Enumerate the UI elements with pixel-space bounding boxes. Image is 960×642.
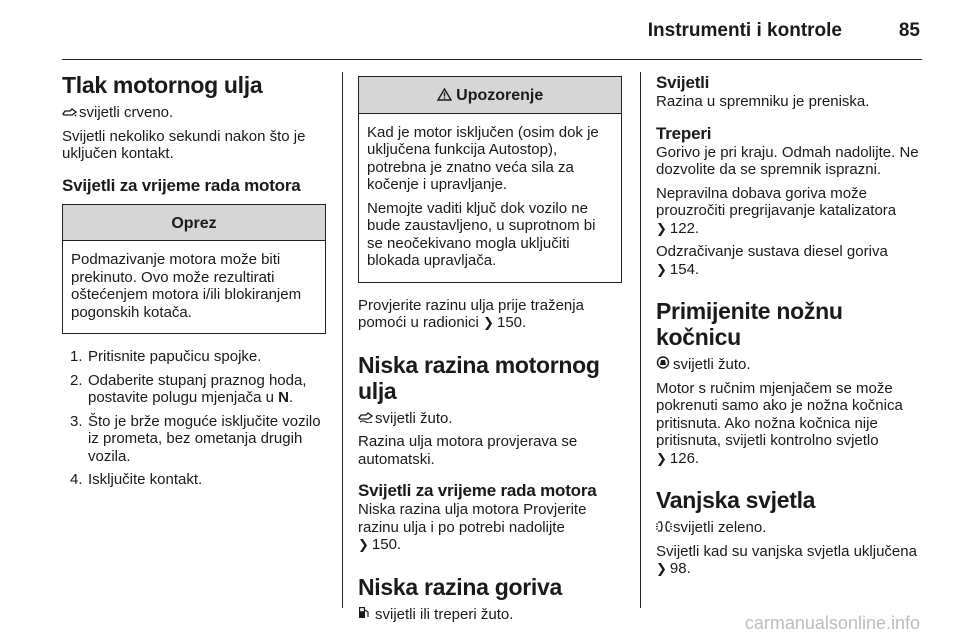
warning-text: Nemojte vaditi ključ dok vozilo ne bude zaustavljeno, u suprotnom bi se neočekivano mogla uključiti blokada upravljača. — [367, 199, 596, 269]
subsection-title: Svijetli za vrijeme rada motora — [62, 175, 301, 195]
section-title-oil-pressure: Tlak motornog ulja — [62, 72, 263, 98]
page-ref-arrow-icon: ❯ — [656, 220, 667, 236]
paragraph: Gorivo je pri kraju. Odmah nadolijte. Ne dozvolite da se spremnik isprazni. — [656, 143, 919, 178]
list-item: 1. Pritisnite papučicu spojke. — [70, 348, 262, 365]
oil-can-icon — [62, 104, 79, 122]
section-title-brake-pedal: Primijenite nožnu kočnicu — [656, 298, 843, 350]
watermark: carmanualsonline.info — [744, 613, 920, 633]
column-1 — [62, 72, 326, 495]
section-title-low-fuel: Niska razina goriva — [358, 573, 562, 600]
paragraph: Svijetli nekoliko sekundi nakon što je uključen kontakt. — [62, 127, 306, 162]
column-2 — [358, 72, 622, 629]
subsection-title: Svijetli — [656, 73, 710, 92]
list-item: 3. Što je brže moguće isključite vozilo iz prometa, bez ometanja drugih vozila. — [70, 412, 321, 465]
paragraph: Razina ulja motora provjerava se automatski. — [358, 433, 578, 468]
paragraph: Nepravilna dobava goriva može prouzročiti pregrijavanje katalizatora ❯ 122. — [656, 184, 897, 237]
section-title-exterior-lights: Vanjska svjetla — [656, 487, 816, 513]
page-ref: 126. — [669, 449, 700, 467]
warning-box — [358, 76, 622, 283]
indicator-text: svijetli zeleno. — [673, 519, 767, 536]
sidelights-icon — [656, 519, 673, 537]
column-3 — [656, 72, 926, 584]
page-number: 85 — [898, 20, 920, 41]
warning-header — [359, 77, 621, 114]
caution-text: Podmazivanje motora može biti prekinuto. Ovo može rezultirati oštećenjem motora i/ili blokiranjem pogonskih kotača. — [71, 251, 302, 321]
page-header — [0, 0, 960, 58]
header-title: Instrumenti i kontrole — [647, 20, 842, 41]
indicator-line — [656, 519, 926, 537]
indicator-text: svijetli žuto. — [375, 409, 453, 427]
indicator-text: svijetli žuto. — [673, 356, 751, 373]
page-ref: 122. — [669, 219, 700, 237]
paragraph: Razina u spremniku je preniska. — [656, 93, 870, 110]
indicator-line — [358, 606, 622, 624]
page-ref-arrow-icon: ❯ — [483, 315, 494, 330]
paragraph: Odzračivanje sustava diesel goriva ❯ 154. — [656, 243, 888, 278]
subsection-title: Treperi — [656, 123, 712, 143]
indicator-line — [358, 410, 622, 428]
oil-level-icon — [358, 410, 375, 428]
list-item: 4. Isključite kontakt. — [70, 471, 203, 488]
column-divider-2 — [640, 72, 641, 608]
page-ref: 150. — [496, 314, 527, 331]
indicator-text: svijetli crveno. — [79, 104, 174, 121]
section-title-low-oil: Niska razina motornog ulja — [358, 351, 600, 404]
header-rule — [62, 59, 922, 60]
indicator-line — [656, 356, 926, 374]
paragraph: Motor s ručnim mjenjačem se može pokrenuti samo ako je nožna kočnica pritisnuta. Ako nožna kočnica nije pritisnuta, svijetli kontrolno svjetlo ❯ 126. — [656, 379, 903, 467]
paragraph: Niska razina ulja motora Provjerite razinu ulja i po potrebi nadolijte ❯ 150. — [358, 501, 587, 553]
page-ref-arrow-icon: ❯ — [656, 561, 667, 576]
page-ref-arrow-icon: ❯ — [656, 261, 667, 277]
warning-text: Kad je motor isključen (osim dok je uključena funkcija Autostop), potrebna je znatno veća sila za kočenje i upravljanje. — [367, 123, 599, 193]
page-ref-arrow-icon: ❯ — [358, 537, 369, 552]
page-ref: 150. — [371, 536, 402, 553]
page-ref: 154. — [669, 260, 700, 278]
paragraph: Provjerite razinu ulja prije traženja pomoći u radionici ❯ 150. — [358, 296, 584, 331]
steps-list — [62, 348, 326, 489]
warning-triangle-icon — [437, 87, 456, 104]
column-divider-1 — [342, 72, 343, 608]
page-ref: 98. — [669, 560, 691, 577]
indicator-line — [62, 104, 326, 122]
list-item: 2. Odaberite stupanj praznog hoda, postavite polugu mjenjača u N. — [70, 371, 307, 406]
brake-pedal-icon — [656, 356, 673, 374]
page-ref-arrow-icon: ❯ — [656, 450, 667, 466]
warning-title: Upozorenje — [456, 87, 544, 104]
indicator-text: svijetli ili treperi žuto. — [375, 605, 514, 623]
paragraph: Svijetli kad su vanjska svjetla uključena ❯ 98. — [656, 542, 917, 577]
subsection-title: Svijetli za vrijeme rada motora — [358, 481, 597, 500]
fuel-pump-icon — [358, 606, 375, 624]
caution-title: Oprez — [63, 205, 325, 242]
caution-box — [62, 204, 326, 335]
